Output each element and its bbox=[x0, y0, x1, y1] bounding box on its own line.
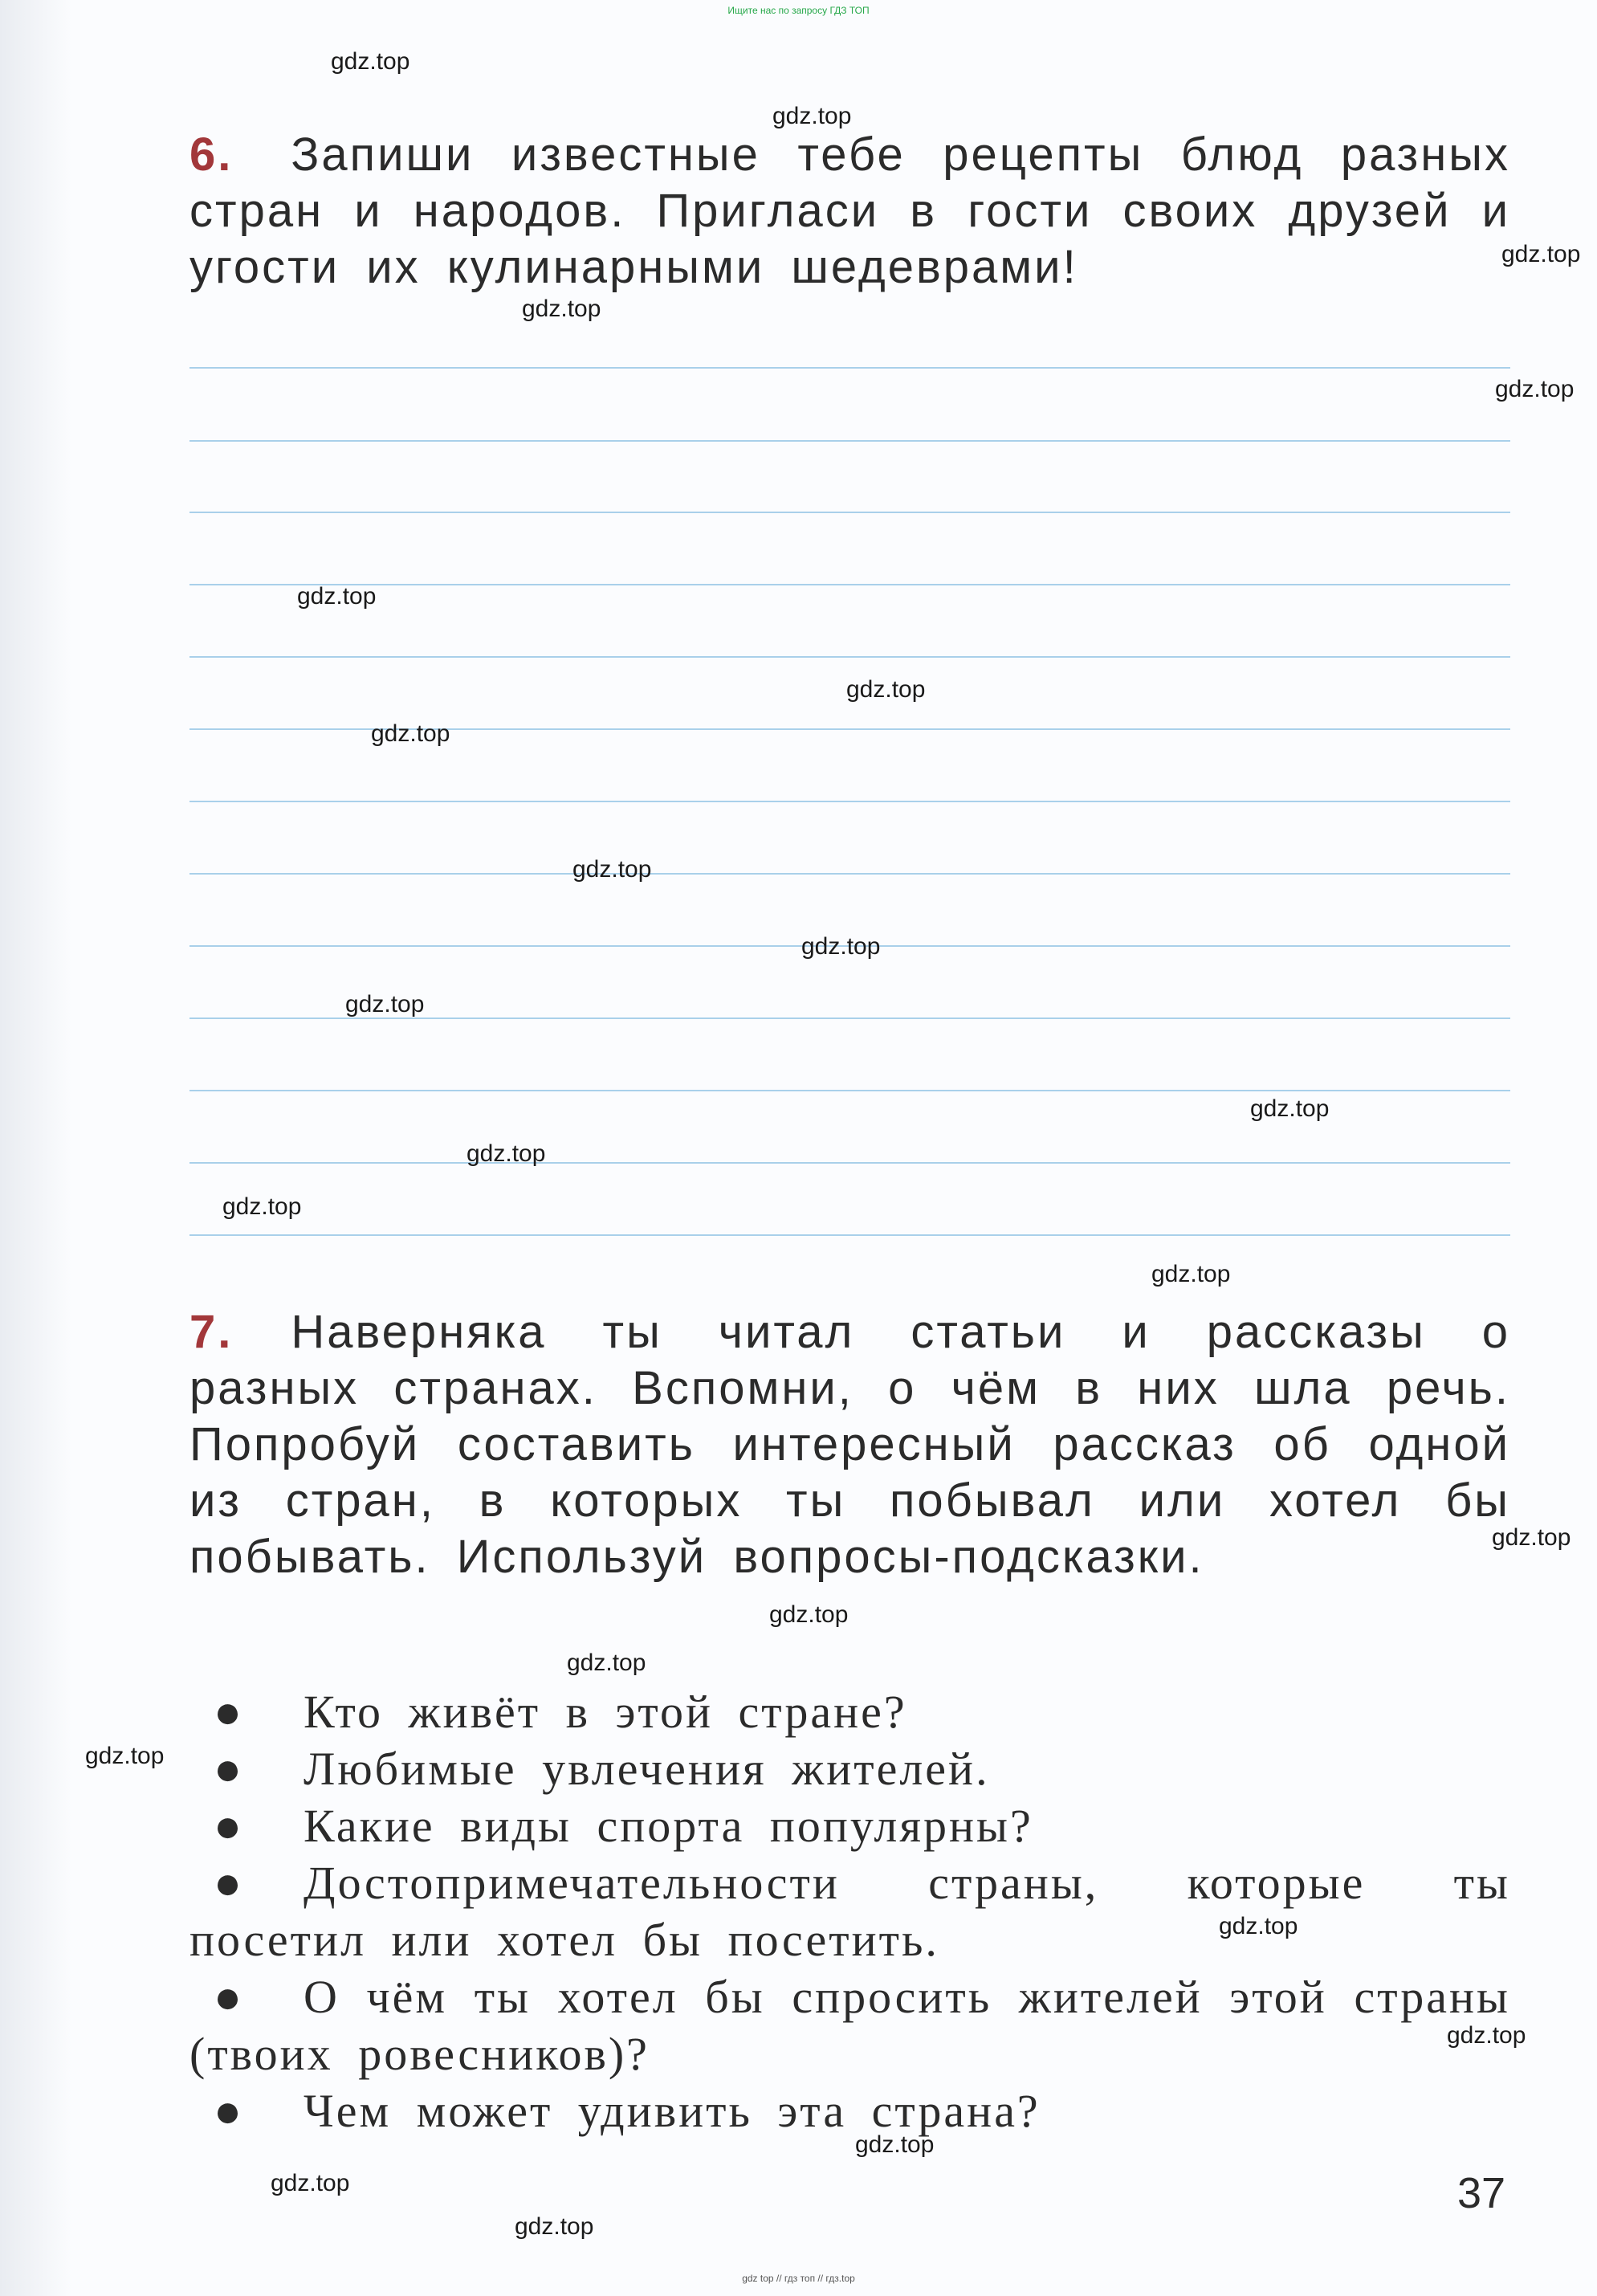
writing-line[interactable] bbox=[189, 1162, 1510, 1164]
bullet-icon: ● bbox=[214, 1971, 245, 2023]
task-6-number: 6. bbox=[189, 128, 234, 181]
watermark: gdz.top bbox=[522, 296, 601, 322]
bullet-icon: ● bbox=[214, 1743, 245, 1795]
list-item: ● Кто живёт в этой стране? bbox=[189, 1683, 1510, 1740]
watermark: gdz.top bbox=[297, 583, 377, 610]
watermark: gdz.top bbox=[345, 991, 425, 1017]
watermark: gdz.top bbox=[572, 856, 652, 883]
top-note: Ищите нас по запросу ГДЗ ТОП bbox=[727, 5, 870, 16]
watermark: gdz.top bbox=[1495, 376, 1575, 402]
writing-line[interactable] bbox=[189, 873, 1510, 875]
writing-line[interactable] bbox=[189, 801, 1510, 802]
page-number: 37 bbox=[1457, 2169, 1506, 2217]
watermark: gdz.top bbox=[1492, 1524, 1571, 1551]
writing-line[interactable] bbox=[189, 367, 1510, 369]
watermark: gdz.top bbox=[855, 2131, 935, 2158]
task-7 bbox=[189, 1304, 1510, 1585]
page-edge-shadow bbox=[0, 0, 72, 2296]
prompt-list bbox=[189, 1683, 1510, 2139]
watermark: gdz.top bbox=[801, 933, 881, 960]
writing-line[interactable] bbox=[189, 512, 1510, 513]
watermark: gdz.top bbox=[772, 103, 852, 129]
watermark: gdz.top bbox=[567, 1650, 646, 1676]
watermark: gdz.top bbox=[1501, 241, 1581, 267]
bullet-icon: ● bbox=[214, 1857, 245, 1909]
watermark: gdz.top bbox=[1219, 1913, 1298, 1939]
watermark: gdz.top bbox=[1250, 1095, 1330, 1122]
list-item: ● Какие виды спорта популярны? bbox=[189, 1797, 1510, 1854]
watermark: gdz.top bbox=[1447, 2022, 1526, 2049]
bullet-icon: ● bbox=[214, 1686, 245, 1738]
task-7-text: Наверняка ты читал статьи и рассказы о разных странах. Вспомни, о чём в них шла речь. Попробуй составить интересный рассказ об одной из стран, в которых ты побывал или хотел бы побывать. Используй вопросы-подсказки. bbox=[189, 1306, 1510, 1583]
task-6 bbox=[189, 127, 1510, 296]
watermark: gdz.top bbox=[466, 1140, 546, 1167]
watermark: gdz.top bbox=[1151, 1261, 1231, 1287]
writing-line[interactable] bbox=[189, 440, 1510, 442]
list-item: ● Достопримечательности страны, которые ты посетил или хотел бы посетить. bbox=[189, 1854, 1510, 1968]
task-7-number: 7. bbox=[189, 1306, 234, 1358]
watermark: gdz.top bbox=[331, 48, 410, 75]
watermark: gdz.top bbox=[769, 1601, 849, 1628]
watermark: gdz.top bbox=[515, 2213, 594, 2240]
watermark: gdz.top bbox=[371, 720, 450, 747]
writing-line[interactable] bbox=[189, 584, 1510, 585]
bottom-note: gdz top // гдз топ // гдз.top bbox=[742, 2273, 855, 2284]
bullet-icon: ● bbox=[214, 2085, 245, 2137]
task-6-text: Запиши известные тебе рецепты блюд разных стран и народов. Пригласи в гости своих друзей и угости их кулинарными шедеврами! bbox=[189, 128, 1510, 293]
watermark: gdz.top bbox=[271, 2170, 350, 2196]
list-item: ● Чем может удивить эта страна? bbox=[189, 2082, 1510, 2139]
list-item: ● О чём ты хотел бы спросить жителей этой страны (твоих ровесников)? bbox=[189, 1968, 1510, 2082]
writing-line[interactable] bbox=[189, 656, 1510, 658]
writing-line[interactable] bbox=[189, 1090, 1510, 1091]
list-item: ● Любимые увлечения жителей. bbox=[189, 1740, 1510, 1797]
writing-line[interactable] bbox=[189, 1234, 1510, 1236]
watermark: gdz.top bbox=[85, 1743, 165, 1769]
watermark: gdz.top bbox=[222, 1193, 302, 1220]
bullet-icon: ● bbox=[214, 1800, 245, 1852]
watermark: gdz.top bbox=[846, 676, 926, 703]
